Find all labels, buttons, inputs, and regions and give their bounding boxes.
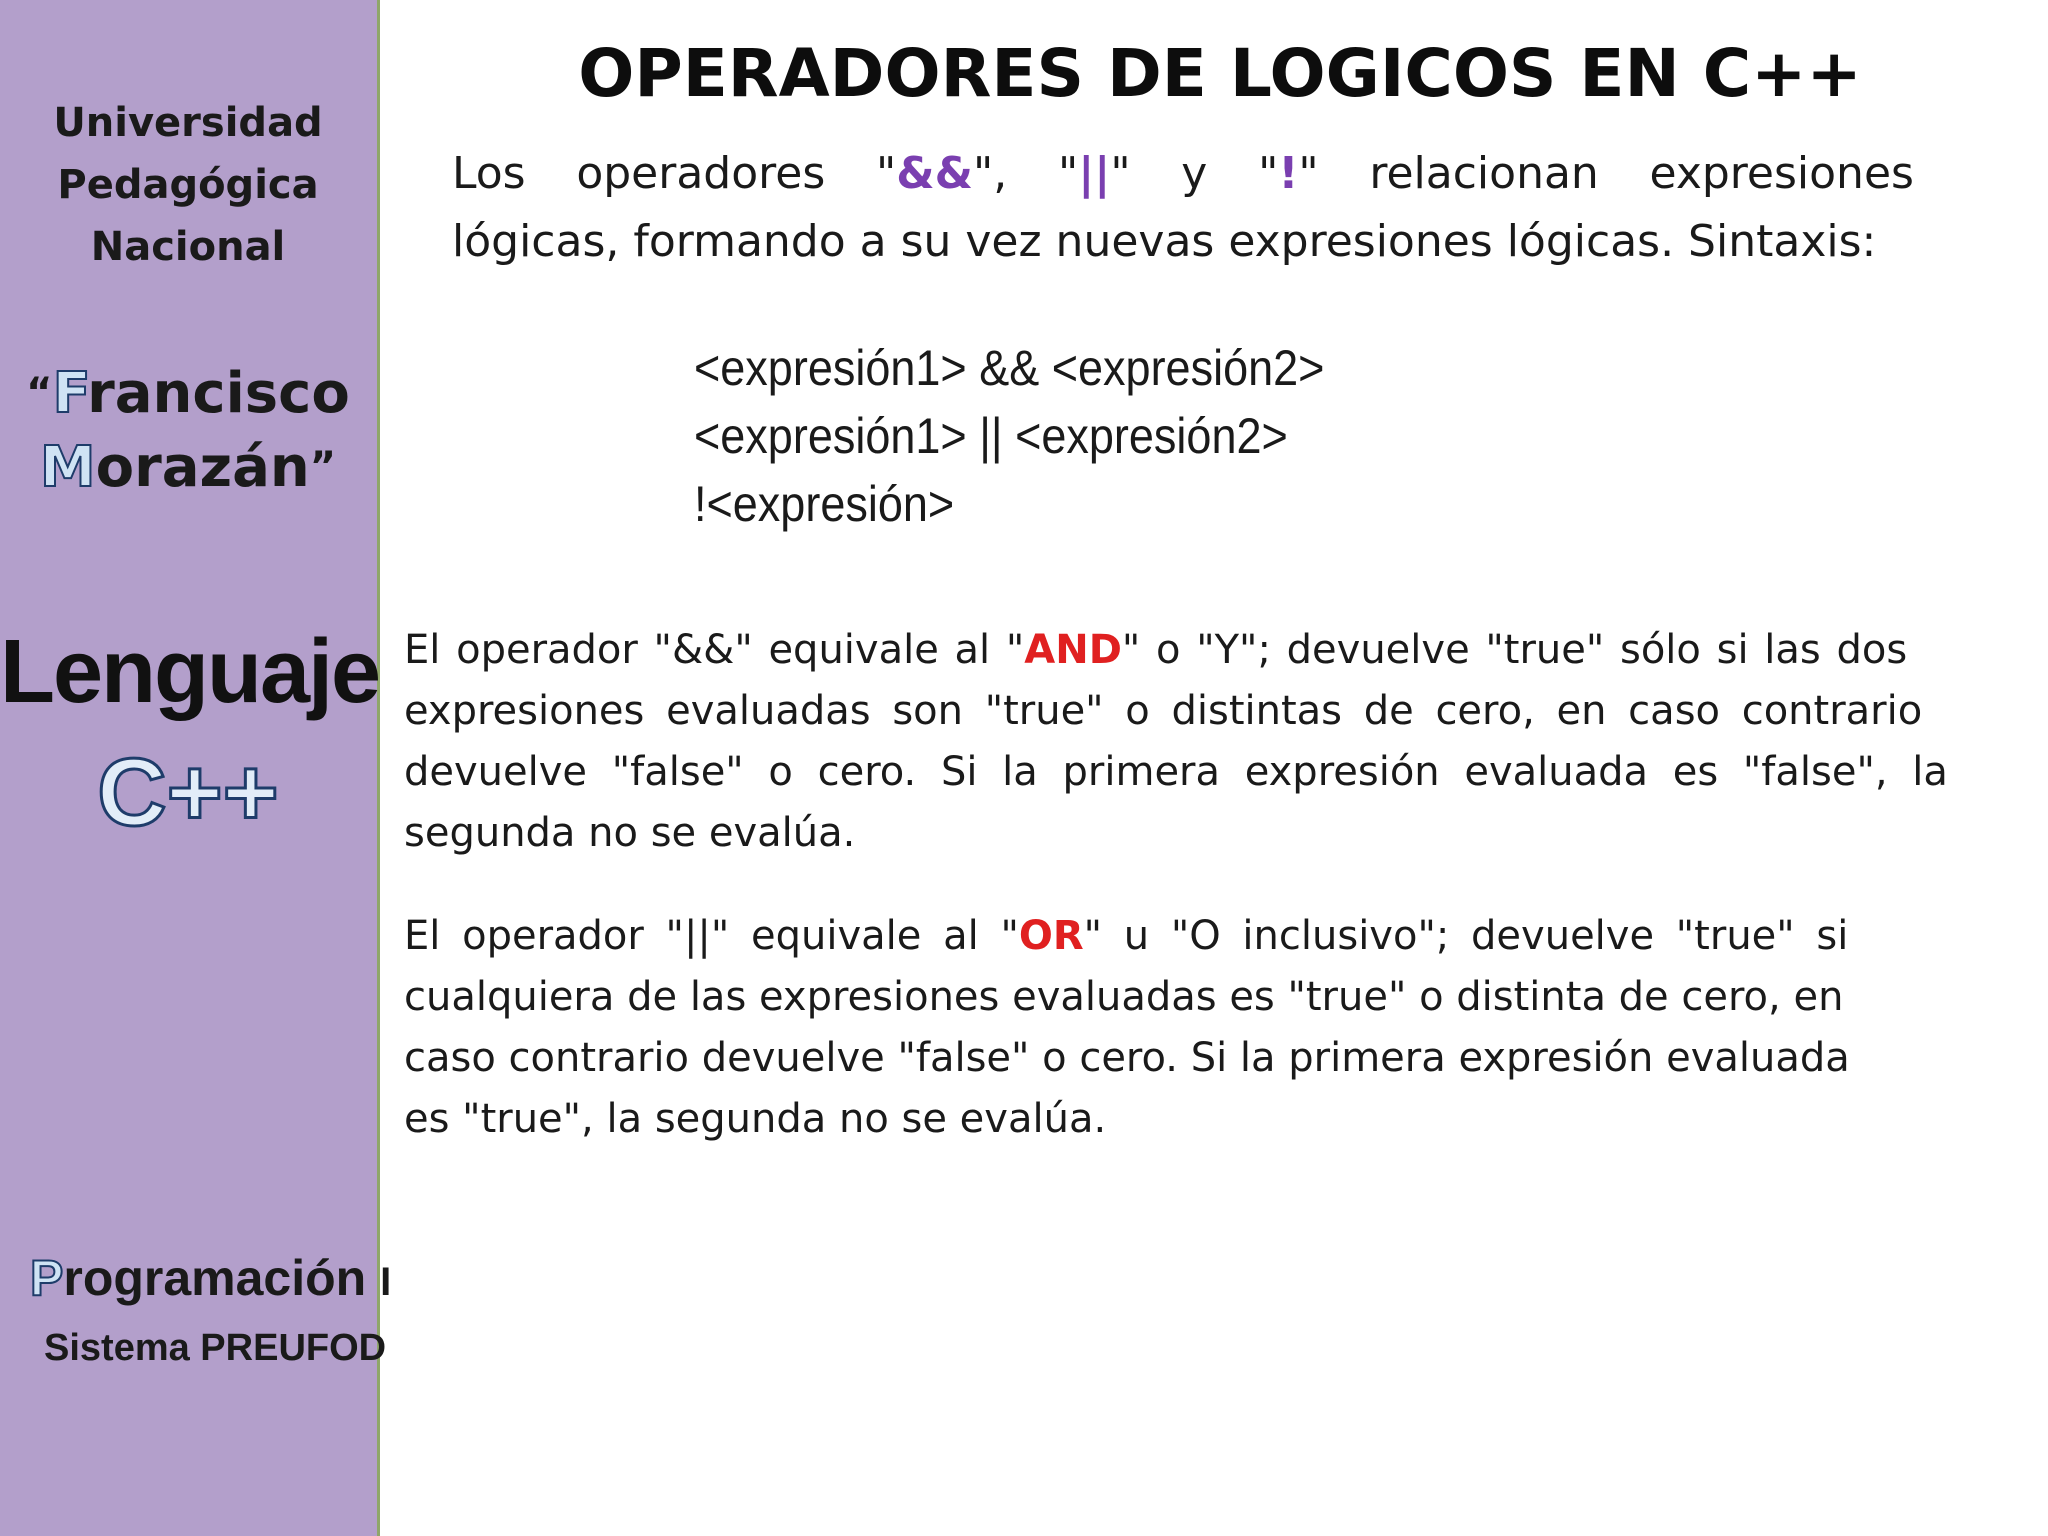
- intro-word: Los: [452, 148, 526, 199]
- and-line-1-end: " o "Y"; devuelve "true" sólo si las dos: [1121, 627, 1908, 673]
- university-name: [0, 92, 376, 278]
- intro-line-2: lógicas, formando a su vez nuevas expresiones lógicas. Sintaxis:: [452, 216, 1877, 267]
- course-name: [30, 1248, 392, 1312]
- syntax-or: <expresión1> || <expresión2>: [694, 408, 1288, 464]
- operator-or: "||": [1057, 148, 1131, 199]
- and-line-4: segunda no se evalúa.: [404, 810, 856, 856]
- and-line-1: [404, 620, 1980, 681]
- intro-word: y: [1181, 148, 1208, 199]
- syntax-and: <expresión1> && <expresión2>: [694, 340, 1325, 396]
- or-line-4: es "true", la segunda no se evalúa.: [404, 1096, 1107, 1142]
- intro-word: expresiones: [1649, 148, 1914, 199]
- university-line-1: Universidad: [53, 100, 323, 146]
- or-line-3: caso contrario devuelve "false" o cero. Si la primera expresión evaluada: [404, 1035, 1850, 1081]
- and-line-1-start: El operador "&&" equivale al ": [404, 627, 1025, 673]
- sidebar: [0, 0, 392, 1536]
- intro-paragraph: [452, 140, 1914, 276]
- university-line-3: Nacional: [90, 224, 286, 270]
- intro-line-1: [452, 140, 1914, 208]
- course-rest: rogramación: [63, 1250, 367, 1306]
- page-title: OPERADORES DE LOGICOS EN C++: [578, 35, 1862, 112]
- honoree-name-line-1: [0, 358, 376, 429]
- or-line-1: [404, 906, 1894, 967]
- and-keyword: AND: [1024, 627, 1122, 673]
- honoree-name-line-2: [0, 432, 376, 503]
- operator-not: "!": [1258, 148, 1319, 199]
- and-line-3: devuelve "false" o cero. Si la primera expresión evaluada es "false", la: [404, 749, 1948, 795]
- or-line-1-start: El operador "||" equivale al ": [404, 913, 1019, 959]
- name-rest-2: orazán: [95, 435, 310, 500]
- and-operator-paragraph: [404, 620, 1980, 864]
- initial-m: M: [39, 435, 96, 500]
- and-line-2: expresiones evaluadas son "true" o distintas de cero, en caso contrario: [404, 688, 1923, 734]
- intro-word: operadores: [576, 148, 826, 199]
- or-operator-paragraph: [404, 906, 1894, 1150]
- system-name: Sistema PREUFOD: [44, 1327, 387, 1369]
- initial-f: F: [52, 361, 88, 426]
- operator-and: "&&",: [875, 148, 1008, 199]
- name-rest-1: rancisco: [87, 361, 350, 426]
- close-quote: ”: [309, 444, 337, 490]
- or-line-2: cualquiera de las expresiones evaluadas es "true" o distinta de cero, en: [404, 974, 1844, 1020]
- or-keyword: OR: [1018, 913, 1084, 959]
- or-line-1-end: " u "O inclusivo"; devuelve "true" si: [1083, 913, 1849, 959]
- initial-p: P: [30, 1250, 64, 1306]
- intro-word: relacionan: [1369, 148, 1599, 199]
- syntax-block: [694, 334, 1504, 538]
- syntax-not: !<expresión>: [694, 476, 955, 532]
- open-quote: “: [26, 370, 53, 416]
- language-label: Lenguaje: [0, 622, 380, 722]
- university-line-2: Pedagógica: [57, 162, 319, 208]
- course-numeral: I: [380, 1260, 392, 1304]
- language-name: C++: [97, 739, 279, 846]
